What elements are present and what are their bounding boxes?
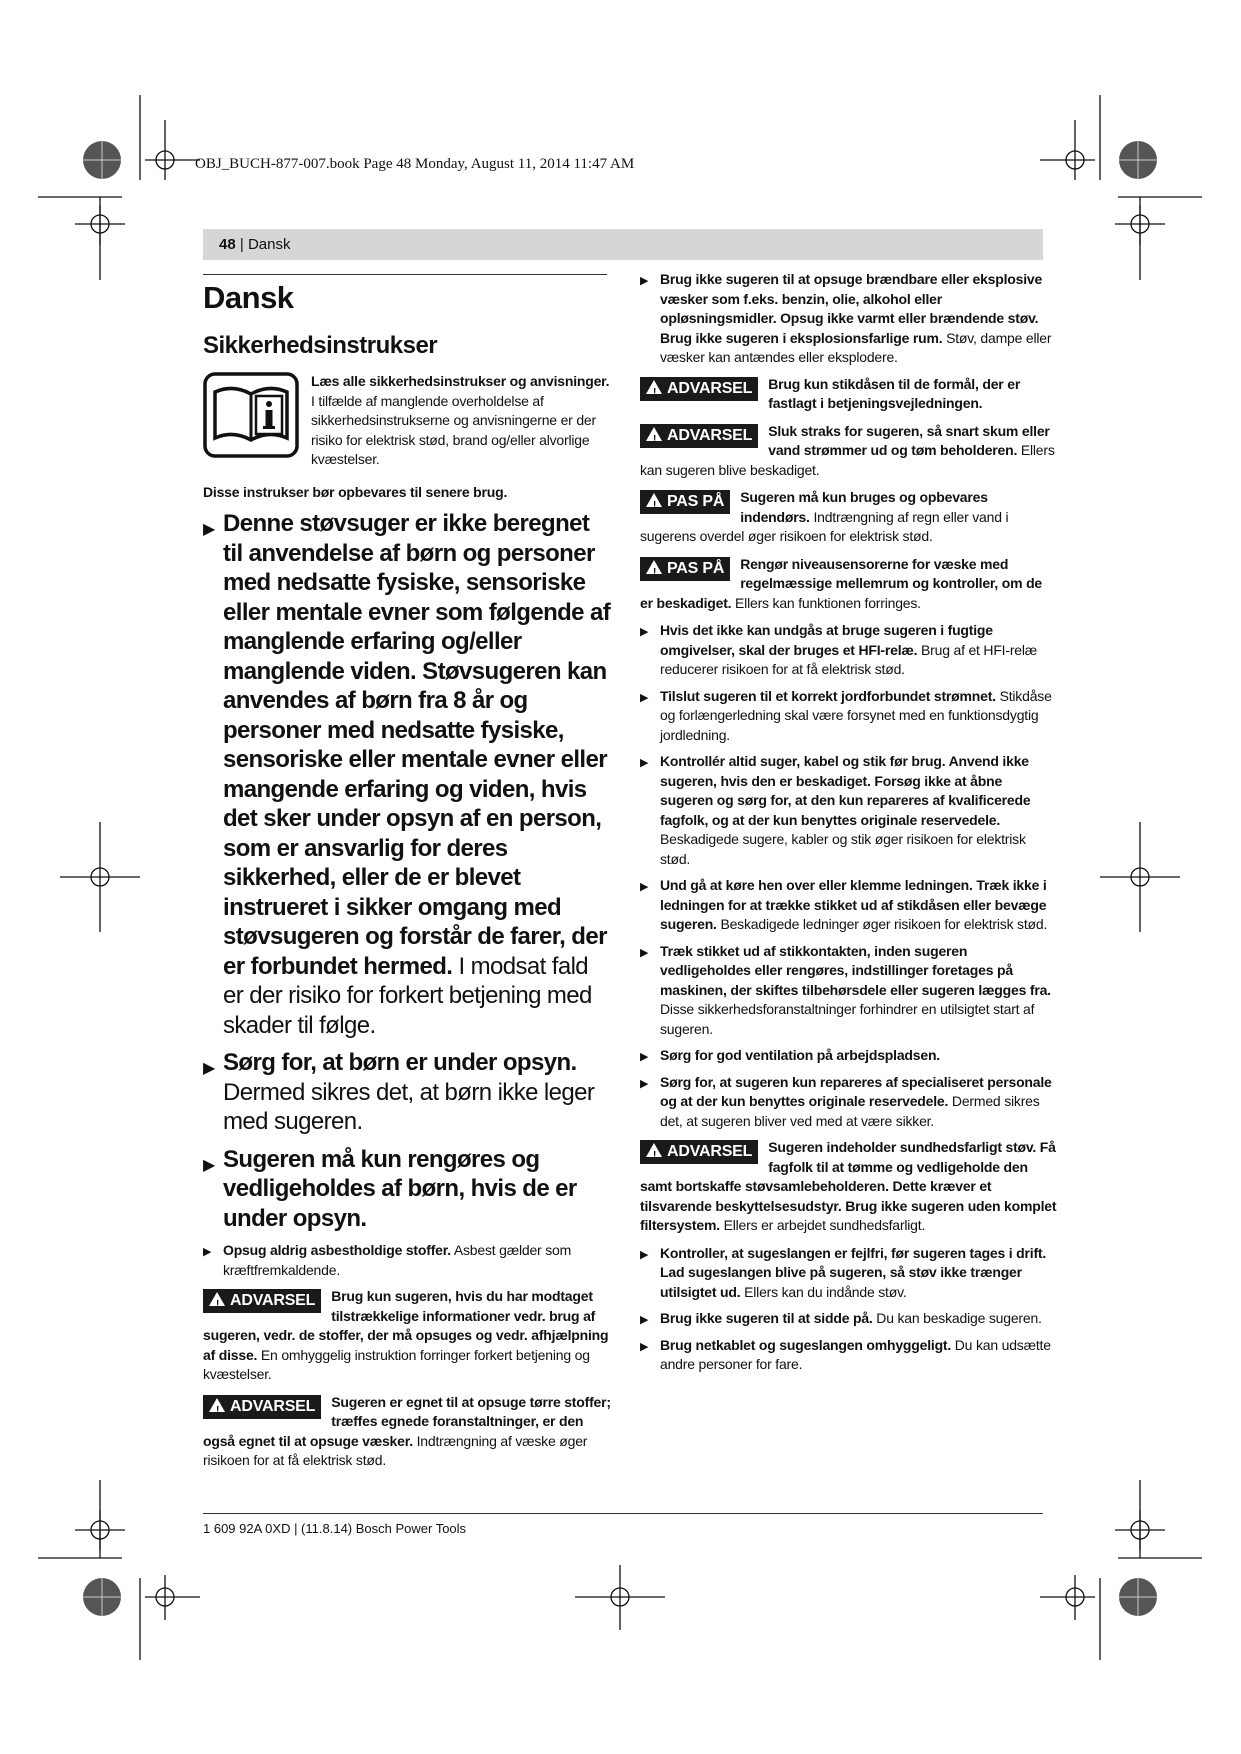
warning-badge: ! ADVARSEL — [640, 377, 758, 401]
warning-socket: ! ADVARSEL Brug kun stikdåsen til de formål, der er fastlagt i betjeningsvejledningen. — [640, 375, 1058, 414]
big-item-cleaning: ▶ Sugeren må kun rengøres og vedligeholdes af børn, hvis de er under opsyn. — [203, 1145, 577, 1232]
item-grounding: ▶ Tilslut sugeren til et korrekt jordforbundet strømnet. Stikdåse og forlængerledning skal være forsynet med en funktionsdygtig jordledning. — [640, 687, 1052, 743]
item-flammable: ▶ Brug ikke sugeren til at opsuge brændbare eller eksplosive væsker som f.eks. benzin, olie, alkohol eller opløsningsmidler. Opsug ikke varmt eller brændende støv. Brug ikke sugeren i eksplosionsfarlige rum. Støv, dampe eller væsker kan antændes eller eksplodere. — [640, 271, 1052, 365]
warning-triangle-icon: ! — [646, 560, 662, 574]
warning-triangle-icon: ! — [646, 427, 662, 441]
warning-foam: ! ADVARSEL Sluk straks for sugeren, så snart skum eller vand strømmer ud og tøm beholderen. Ellers kan sugeren blive beskadiget. — [640, 422, 1055, 478]
page-number: 48 — [219, 236, 236, 253]
bullet-arrow-icon: ▶ — [203, 521, 215, 538]
warning-badge: ! ADVARSEL — [640, 1140, 758, 1164]
bullet-arrow-icon: ▶ — [640, 757, 649, 769]
big-item-supervision: ▶ Sørg for, at børn er under opsyn. Dermed sikres det, at børn ikke leger med sugeren. — [203, 1049, 595, 1135]
bullet-arrow-icon: ▶ — [203, 1246, 212, 1258]
warning-badge: ! ADVARSEL — [640, 424, 758, 448]
bullet-arrow-icon: ▶ — [640, 1314, 649, 1326]
bullet-arrow-icon: ▶ — [640, 626, 649, 638]
footer: 1 609 92A 0XD | (11.8.14) Bosch Power Tools — [203, 1521, 467, 1536]
warning-instruction: ! ADVARSEL Brug kun sugeren, hvis du har modtaget tilstrækkelige informationer vedr. brug af sugeren, vedr. de stoffer, der må opsuges og vedr. afhjælpning af disse. En omhyggelig instruktion forringer forkert betjening og kvæstelser. — [203, 1288, 609, 1382]
warning-dust: ! ADVARSEL Sugeren indeholder sundhedsfarligt støv. Få fagfolk til at tømme og vedligeholde den samt bortskaffe støvsamlebeholderen. Dette kræver et tilsvarende beskyttelsesudstyr. Brug ikke sugeren uden komplet filtersystem. Ellers er arbejdet sundhedsfarligt. — [640, 1139, 1057, 1233]
caution-badge: ! PAS PÅ — [640, 490, 730, 514]
warning-triangle-icon: ! — [209, 1292, 225, 1306]
bullet-arrow-icon: ▶ — [640, 881, 649, 893]
bullet-arrow-icon: ▶ — [640, 946, 649, 959]
warning-badge: ! ADVARSEL — [203, 1395, 321, 1419]
warning-triangle-icon: ! — [646, 493, 662, 507]
page-header — [203, 229, 1043, 260]
bullet-arrow-icon: ▶ — [640, 1340, 649, 1353]
warning-triangle-icon: ! — [646, 1143, 662, 1157]
item-ventilation: ▶ Sørg for god ventilation på arbejdspladsen. — [640, 1046, 1058, 1066]
book-info: OBJ_BUCH-877-007.book Page 48 Monday, August 11, 2014 11:47 AM — [195, 156, 635, 172]
header-section: Dansk — [247, 236, 291, 253]
bullet-arrow-icon: ▶ — [640, 691, 649, 704]
bullet-arrow-icon: ▶ — [203, 1156, 215, 1174]
caution-indoor: ! PAS PÅ Sugeren må kun bruges og opbevares indendørs. Indtrængning af regn eller vand i sugerens overdel øger risikoen for elektrisk stød. — [640, 489, 1009, 544]
caution-badge: ! PAS PÅ — [640, 557, 730, 581]
left-column — [203, 270, 613, 1479]
item-asbestos: ▶ Opsug aldrig asbestholdige stoffer. Asbest gælder som kræftfremkaldende. — [203, 1242, 572, 1278]
item-unplug: ▶ Træk stikket ud af stikkontakten, inden sugeren vedligeholdes eller rengøres, indstillinger foretages på maskinen, der skiftes tilbehørsdele eller sugeren lægges fra. Disse sikkerhedsforanstaltninger forhindrer en utilsigtet start af sugeren. — [640, 942, 1051, 1037]
warning-badge: ! ADVARSEL — [203, 1289, 321, 1313]
keep-note: Disse instrukser bør opbevares til senere brug. — [203, 483, 508, 500]
read-manual-icon — [203, 372, 299, 458]
bullet-arrow-icon: ▶ — [640, 1051, 649, 1063]
page-title: Dansk — [203, 280, 294, 315]
footer-rule — [203, 1513, 1043, 1514]
item-hfi: ▶ Hvis det ikke kan undgås at bruge sugeren i fugtige omgivelser, skal der bruges et HFI-relæ. Brug af et HFI-relæ reducerer risikoen for at få elektrisk stød. — [640, 622, 1038, 677]
item-cable: ▶ Und gå at køre hen over eller klemme ledningen. Træk ikke i ledningen for at trække stikket ud af stikdåsen eller bevæge sugeren. Beskadigede ledninger øger risikoen for elektrisk stød. — [640, 877, 1048, 932]
intro-block — [203, 372, 613, 477]
item-careful: ▶ Brug netkablet og sugeslangen omhyggeligt. Du kan udsætte andre personer for fare. — [640, 1336, 1051, 1372]
item-inspect: ▶ Kontrollér altid suger, kabel og stik før brug. Anvend ikke sugeren, hvis den er beskadiget. Forsøg ikke at åbne sugeren og sørg for, at den kun repareres af kvalificerede fagfolk, og at der kun benyttes originale reservedele. Beskadigede sugere, kabler og stik øger risikoen for elektrisk stød. — [640, 753, 1031, 867]
bullet-arrow-icon: ▶ — [203, 1060, 215, 1077]
bullet-arrow-icon: ▶ — [640, 1077, 649, 1090]
bullet-arrow-icon: ▶ — [640, 275, 649, 287]
item-sit: ▶ Brug ikke sugeren til at sidde på. Du kan beskadige sugeren. — [640, 1309, 1058, 1329]
section-title: Sikkerhedsinstrukser — [203, 332, 438, 359]
item-repair: ▶ Sørg for, at sugeren kun repareres af specialiseret personale og at der kun benyttes originale reservedele. Dermed sikres det, at sugeren bliver ved med at være sikker. — [640, 1073, 1052, 1129]
caution-sensors: ! PAS PÅ Rengør niveausensorerne for væske med regelmæssige mellemrum og kontroller, om de er beskadiget. Ellers kan funktionen forringes. — [640, 555, 1043, 611]
warning-triangle-icon: ! — [646, 380, 662, 394]
right-column — [640, 270, 1058, 1382]
intro-text: Læs alle sikkerhedsinstrukser og anvisninger. I tilfælde af manglende overholdelse af sikkerhedsinstrukserne og anvisningerne er der risiko for elektrisk stød, brand og/eller alvorlige kvæstelser. — [311, 373, 610, 467]
item-hose: ▶ Kontroller, at sugeslangen er fejlfri, før sugeren tages i drift. Lad sugeslangen blive på sugeren, så støv ikke trænger utilsigtet ud. Ellers kan du indånde støv. — [640, 1244, 1047, 1300]
warning-triangle-icon: ! — [209, 1398, 225, 1412]
warning-liquids: ! ADVARSEL Sugeren er egnet til at opsuge tørre stoffer; træffes egnede foranstaltninger, er den også egnet til at opsuge væsker. Indtrængning af væske øger risikoen for at få elektrisk stød. — [203, 1393, 611, 1468]
big-item-children: ▶ Denne støvsuger er ikke beregnet til anvendelse af børn og personer med nedsatte fysiske, sensoriske eller mentale evner som følgende af manglende erfaring og/eller manglende viden. Støvsugeren kan anvendes af børn fra 8 år og personer med nedsatte fysiske, sensoriske eller mentale evner eller mangende erfaring og viden, hvis det sker under opsyn af en person, som er ansvarlig for deres sikkerhed, eller de er blevet instrueret i sikker omgang med støvsugeren og forstår de farer, der er forbundet hermed. I modsat fald er der risiko for forkert betjening med skader til følge. — [203, 510, 611, 1039]
header-separator: | — [239, 236, 244, 253]
bullet-arrow-icon: ▶ — [640, 1248, 649, 1261]
